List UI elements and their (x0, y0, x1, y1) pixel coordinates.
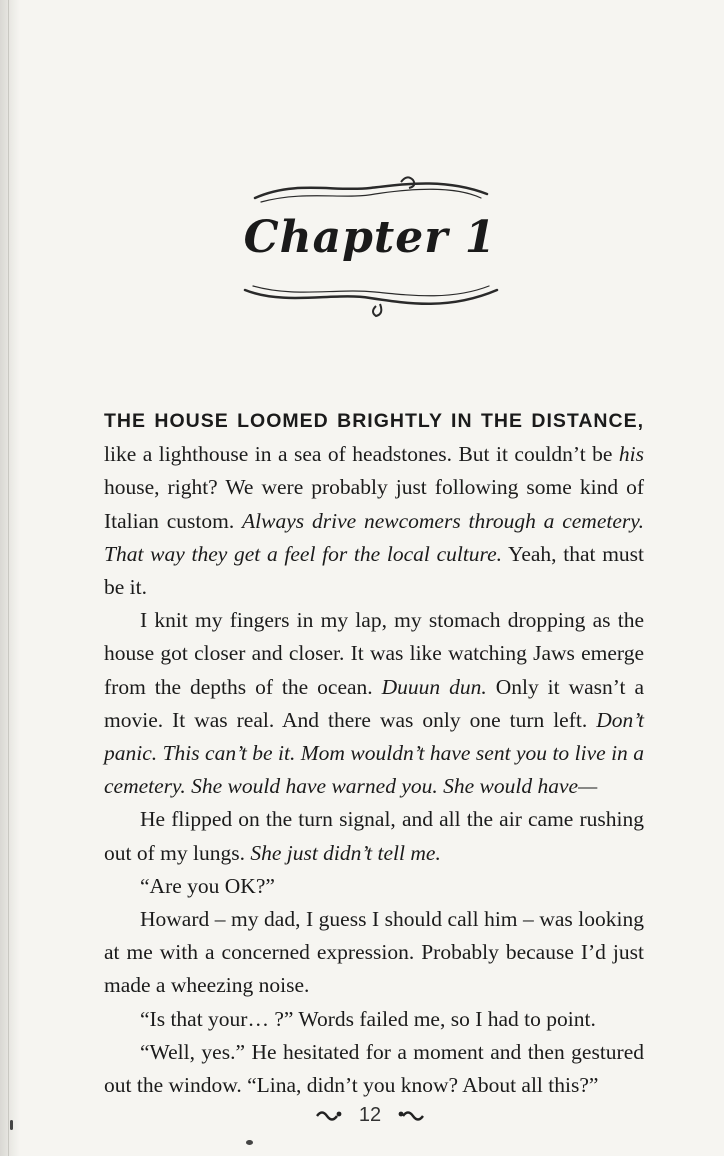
paragraph (104, 604, 644, 803)
page-number: 12 (358, 1103, 382, 1126)
text-run: Howard – my dad, I guess I should call him – was looking at me with a concerned expression. Probably because I’d just made a wheezing noise. (104, 907, 644, 998)
paragraph (104, 1003, 644, 1036)
italic-text: his (618, 442, 644, 467)
paragraph (104, 803, 644, 869)
paragraph (104, 903, 644, 1003)
page-folio (300, 1100, 440, 1130)
chapter-body (104, 404, 644, 1102)
text-run: “Are you OK?” (140, 873, 275, 898)
italic-text: Don’t panic. This can’t be it. Mom wouldn’t have sent you to live in a cemetery. She would have warned you. She would have— (104, 707, 644, 799)
text-run: like a lighthouse in a sea of headstones. But it couldn’t be (104, 442, 619, 467)
paragraph (104, 1036, 644, 1102)
page-edge-line (8, 0, 9, 1156)
ornament-swirl-right-icon (397, 1108, 425, 1122)
italic-text: She just didn’t tell me. (250, 840, 441, 865)
paragraph (104, 404, 644, 604)
text-run: “Is that your… ?” Words failed me, so I had to point. (140, 1006, 596, 1031)
lead-in-caps: THE HOUSE LOOMED BRIGHTLY IN THE DISTANCE, (104, 410, 644, 432)
text-run: He flipped on the turn signal, and all the air came rushing out of my lungs. (104, 807, 644, 865)
ink-speck (10, 1120, 13, 1130)
chapter-header (225, 170, 515, 320)
paragraph (104, 870, 644, 903)
page-gutter-shadow (0, 0, 20, 1156)
ornament-swirl-left-icon (315, 1108, 343, 1122)
italic-text: Always drive newcomers through a cemetery. That way they get a feel for the local culture. (104, 508, 644, 566)
chapter-title: Chapter 1 (243, 212, 497, 263)
italic-text: Duuun dun. (381, 674, 487, 699)
text-run: Only it wasn’t a movie. It was real. And there was only one turn left. (104, 674, 645, 732)
text-run: house, right? We were probably just following some kind of Italian custom. (104, 475, 644, 533)
ink-speck (246, 1140, 253, 1145)
text-run: “Well, yes.” He hesitated for a moment and then gestured out the window. “Lina, didn’t you know? About all this?” (104, 1039, 644, 1098)
text-run: I knit my fingers in my lap, my stomach dropping as the house got closer and closer. It was like watching Jaws emerge from the depths of the ocean. (104, 608, 644, 699)
text-run: Yeah, that must be it. (104, 541, 645, 600)
